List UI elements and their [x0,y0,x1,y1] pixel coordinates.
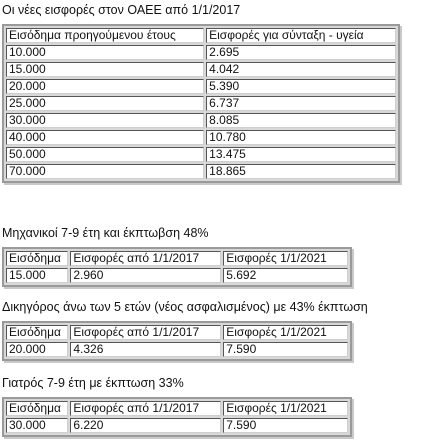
table-row [6,130,396,145]
caption-engineers: Μηχανικοί 7-9 έτη και έκπτωβση 48% [2,226,209,240]
contribution-2017-cell: 6.220 [70,418,221,433]
contribution-cell: 18.865 [206,164,396,179]
income-cell: 15.000 [6,268,68,283]
header-pension-health-contributions: Εισφορές για σύνταξη - υγεία [206,28,396,43]
contributions-table [2,24,400,183]
lawyer-table [2,321,352,361]
contribution-cell: 13.475 [206,147,396,162]
table-row [6,62,396,77]
contribution-2017-cell: 2.960 [70,268,221,283]
table-header-row [6,251,348,266]
table-row [6,268,348,283]
header-income: Εισόδημα [6,325,68,340]
header-income: Εισόδημα [6,251,68,266]
contribution-cell: 4.042 [206,62,396,77]
contribution-2021-cell: 7.590 [223,418,348,433]
table-row [6,96,396,111]
table-header-row [6,401,348,416]
contribution-2021-cell: 7.590 [223,342,348,357]
caption-doctor: Γιατρός 7-9 έτη με έκπτωση 33% [2,376,184,390]
doctor-table [2,397,352,437]
header-income-previous-year: Εισόδημα προηγούμενου έτους [6,28,204,43]
income-cell: 40.000 [6,130,204,145]
table-row [6,147,396,162]
income-cell: 70.000 [6,164,204,179]
header-contributions-2017: Εισφορές από 1/1/2017 [70,251,221,266]
table-row [6,113,396,128]
income-cell: 15.000 [6,62,204,77]
table-row [6,79,396,94]
header-contributions-2017: Εισφορές από 1/1/2017 [70,325,221,340]
contribution-2017-cell: 4.326 [70,342,221,357]
table-header-row [6,325,348,340]
income-cell: 20.000 [6,79,204,94]
header-income: Εισόδημα [6,401,68,416]
income-cell: 30.000 [6,113,204,128]
contribution-cell: 2.695 [206,45,396,60]
contribution-2021-cell: 5.692 [223,268,348,283]
income-cell: 20.000 [6,342,68,357]
caption-lawyer: Δικηγόρος άνω των 5 ετών (νέος ασφαλισμένος) με 43% έκπτωση [2,300,368,314]
header-contributions-2021: Εισφορές 1/1/2021 [223,325,348,340]
table-row [6,45,396,60]
table-row [6,342,348,357]
table-row [6,418,348,433]
header-contributions-2021: Εισφορές 1/1/2021 [223,401,348,416]
income-cell: 10.000 [6,45,204,60]
header-contributions-2017: Εισφορές από 1/1/2017 [70,401,221,416]
income-cell: 30.000 [6,418,68,433]
contribution-cell: 5.390 [206,79,396,94]
contribution-cell: 6.737 [206,96,396,111]
engineers-table [2,247,352,287]
contribution-cell: 8.085 [206,113,396,128]
caption-new-contributions: Οι νέες εισφορές στον ΟΑΕΕ από 1/1/2017 [2,3,241,17]
income-cell: 25.000 [6,96,204,111]
table-row [6,164,396,179]
income-cell: 50.000 [6,147,204,162]
contribution-cell: 10.780 [206,130,396,145]
table-header-row [6,28,396,43]
header-contributions-2021: Εισφορές 1/1/2021 [223,251,348,266]
